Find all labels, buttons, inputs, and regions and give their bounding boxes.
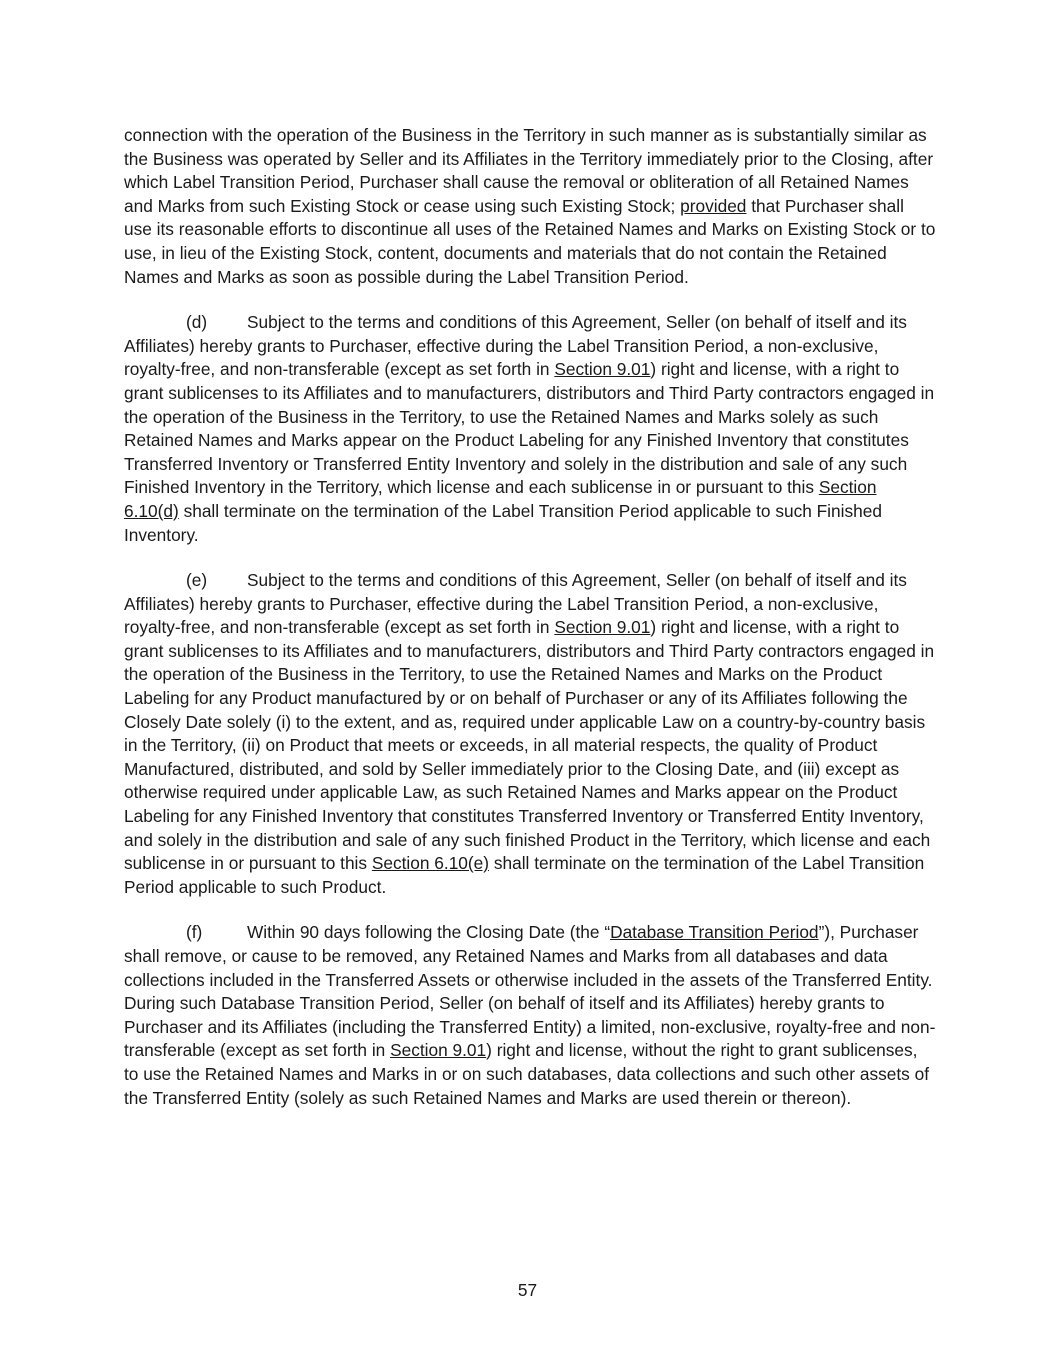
text-segment: that Purchaser shall use its reasonable efforts to discontinue all uses of the Retained Names and Marks on Existing Stock or to use, in lieu of the Existing Stock, content, documents and materials that do not contain the Retained Names and Marks as soon as possible during the Label Transition Period. (124, 195, 936, 287)
paragraph-d (124, 311, 936, 547)
text-segment: ) right and license, with a right to grant sublicenses to its Affiliates and to manufacturers, distributors and Third Party contractors engaged in the operation of the Business in the Territory, to use the Retained Names and Marks on the Product Labeling for any Product manufactured by or on behalf of Purchaser or any of its Affiliates following the Closely Date solely (i) to the extent, and as, required under applicable Law on a country-by-country basis in the Territory, (ii) on Product that meets or exceeds, in all material respects, the quality of Product Manufactured, distributed, and sold by Seller immediately prior to the Closing Date, and (iii) except as otherwise required under applicable Law, as such Retained Names and Marks appear on the Product Labeling for any Finished Inventory that constitutes Transferred Inventory or Transferred Entity Inventory, and solely in the distribution and sale of any such finished Product in the Territory, which license and each sublicense in or pursuant to this (124, 617, 935, 874)
text-segment: ) right and license, without the right to grant sublicenses, to use the Retained Names and Marks in or on such databases, data collections and such other assets of the Transferred Entity (solely as such Retained Names and Marks are used therein or thereon). (124, 1040, 930, 1108)
text-segment: Subject to the terms and conditions of this Agreement, Seller (on behalf of itself and its Affiliates) hereby grants to Purchaser, effective during the Label Transition Period, a non-exclusive, royalty-free, and non-transferable (except as set forth in (124, 312, 907, 380)
section-reference: Section 6.10(e) (371, 853, 490, 874)
defined-term-database-transition-period: Database Transition Period (610, 922, 819, 943)
defined-term-provided: provided (680, 195, 747, 216)
section-reference: Section 9.01 (390, 1040, 487, 1061)
paragraph-marker: (e) (186, 570, 208, 591)
text-segment: Within 90 days following the Closing Date (the “ (247, 922, 611, 943)
text-segment: shall terminate on the termination of the Label Transition Period applicable to such Product. (124, 853, 925, 897)
section-reference: Section 9.01 (554, 359, 651, 380)
section-reference: Section 9.01 (554, 617, 651, 638)
document-body (124, 124, 936, 1132)
paragraph-continuation (124, 124, 936, 289)
paragraph-marker: (d) (186, 312, 208, 333)
text-segment: ”), Purchaser shall remove, or cause to be removed, any Retained Names and Marks from all databases and data collections included in the Transferred Assets or otherwise included in the assets of the Transferred Entity. During such Database Transition Period, Seller (on behalf of itself and its Affiliates) hereby grants to Purchaser and its Affiliates (including the Transferred Entity) a limited, non-exclusive, royalty-free and non-transferable (except as set forth in (124, 922, 936, 1061)
section-reference: Section 6.10(d) (124, 477, 877, 521)
paragraph-e (124, 569, 936, 899)
page-number: 57 (517, 1280, 538, 1300)
paragraph-marker: (f) (186, 922, 203, 943)
text-segment: Subject to the terms and conditions of this Agreement, Seller (on behalf of itself and its Affiliates) hereby grants to Purchaser, effective during the Label Transition Period, a non-exclusive, royalty-free, and non-transferable (except as set forth in (124, 570, 907, 638)
paragraph-f (124, 921, 936, 1110)
text-segment: ) right and license, with a right to grant sublicenses to its Affiliates and to manufacturers, distributors and Third Party contractors engaged in the operation of the Business in the Territory, to use the Retained Names and Marks solely as such Retained Names and Marks appear on the Product Labeling for any Finished Inventory that constitutes Transferred Inventory or Transferred Entity Inventory and solely in the distribution and sale of any such Finished Inventory in the Territory, which license and each sublicense in or pursuant to this (124, 359, 935, 498)
text-segment: connection with the operation of the Business in the Territory in such manner as is substantially similar as the Business was operated by Seller and its Affiliates in the Territory immediately prior to the Closing, after which Label Transition Period, Purchaser shall cause the removal or obliteration of all Retained Names and Marks from such Existing Stock or cease using such Existing Stock; (124, 125, 934, 216)
text-segment: shall terminate on the termination of the Label Transition Period applicable to such Finished Inventory. (124, 500, 882, 545)
